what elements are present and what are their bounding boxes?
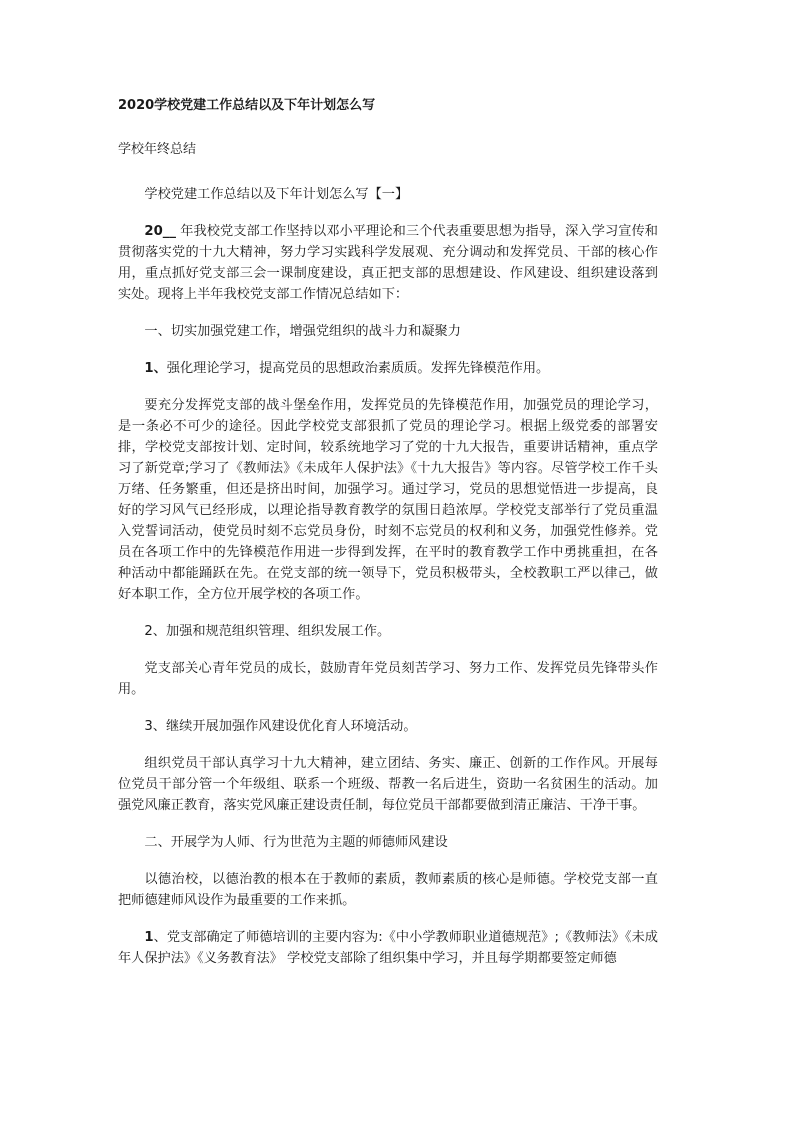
item4-text: 、党支部确定了师德培训的主要内容为:《中小学教师职业道德规范》;《教师法》《未成年人保护法》《义务教育法》 学校党支部除了组织集中学习，并且每学期都要签定师德: [118, 930, 658, 966]
part1-heading: 一、切实加强党建工作，增强党组织的战斗力和凝聚力: [144, 324, 461, 339]
item1-body: 要充分发挥党支部的战斗堡垒作用，发挥党员的先锋模范作用，加强党员的理论学习，是一条必不可少的途径。因此学校党支部狠抓了党员的理论学习。根据上级党委的部署安排，学校党支部按计划、定时间，较系统地学习了党的十九大报告，重要讲话精神，重点学习了新党章;学习了《教师法》《未成年人保护法》《十九大报告》等内容。尽管学校工作千头万绪、任务繁重，但还是挤出时间，加强学习。通过学习，党员的思想觉悟进一步提高，良好的学习风气已经形成，以理论指导教育教学的氛围日趋浓厚。学校党支部举行了党员重温入党誓词活动，使党员时刻不忘党员身份，时刻不忘党员的权利和义务，加强党性修养。党员在各项工作中的先锋模范作用进一步得到发挥，在平时的教育教学工作中勇挑重担，在各种活动中都能踊跃在先。在党支部的统一领导下，党员积极带头，全校教职工严以律己，做好本职工作，全方位开展学校的各项工作。: [118, 398, 658, 602]
item3-heading: 3、继续开展加强作风建设优化育人环境活动。: [144, 719, 417, 734]
item1-heading: [118, 358, 658, 379]
item2-body: 党支部关心青年党员的成长，鼓励青年党员刻苦学习、努力工作、发挥党员先锋带头作用。: [118, 661, 658, 697]
part2-heading: 二、开展学为人师、行为世范为主题的师德师风建设: [144, 835, 448, 850]
document-page: [118, 96, 658, 985]
item3-body: 组织党员干部认真学习十九大精神，建立团结、务实、廉正、创新的工作作风。开展每位党员干部分管一个年级组、联系一个班级、帮教一名后进生，资助一名贫困生的活动。加强党风廉正教育，落实党风廉正建设责任制，每位党员干部都要做到清正廉洁、干净干事。: [118, 756, 658, 813]
intro-year: 20__: [144, 224, 176, 239]
part2-body: 以德治校，以德治教的根本在于教师的素质，教师素质的核心是师德。学校党支部一直把师德建师风设作为最重要的工作来抓。: [118, 872, 658, 908]
item1-heading-text: 强化理论学习，提高党员的思想政治素质质。发挥先锋模范作用。: [166, 361, 550, 376]
intro-paragraph: [118, 221, 658, 305]
item2-heading: 2、加强和规范组织管理、组织发展工作。: [144, 624, 391, 639]
item1-number: 1、: [144, 361, 167, 376]
item4-body: [118, 927, 658, 969]
document-title: 2020学校党建工作总结以及下年计划怎么写: [118, 98, 376, 113]
document-category: 学校年终总结: [118, 142, 197, 157]
item4-number: 1: [144, 930, 154, 945]
intro-text: 年我校党支部工作坚持以邓小平理论和三个代表重要思想为指导，深入学习宣传和贯彻落实党的十九大精神，努力学习实践科学发展观、充分调动和发挥党员、干部的核心作用，重点抓好党支部三会一课制度建设，真正把支部的思想建设、作风建设、组织建设落到实处。现将上半年我校党支部工作情况总结如下：: [118, 224, 658, 302]
section-heading: 学校党建工作总结以及下年计划怎么写【一】: [144, 187, 409, 202]
